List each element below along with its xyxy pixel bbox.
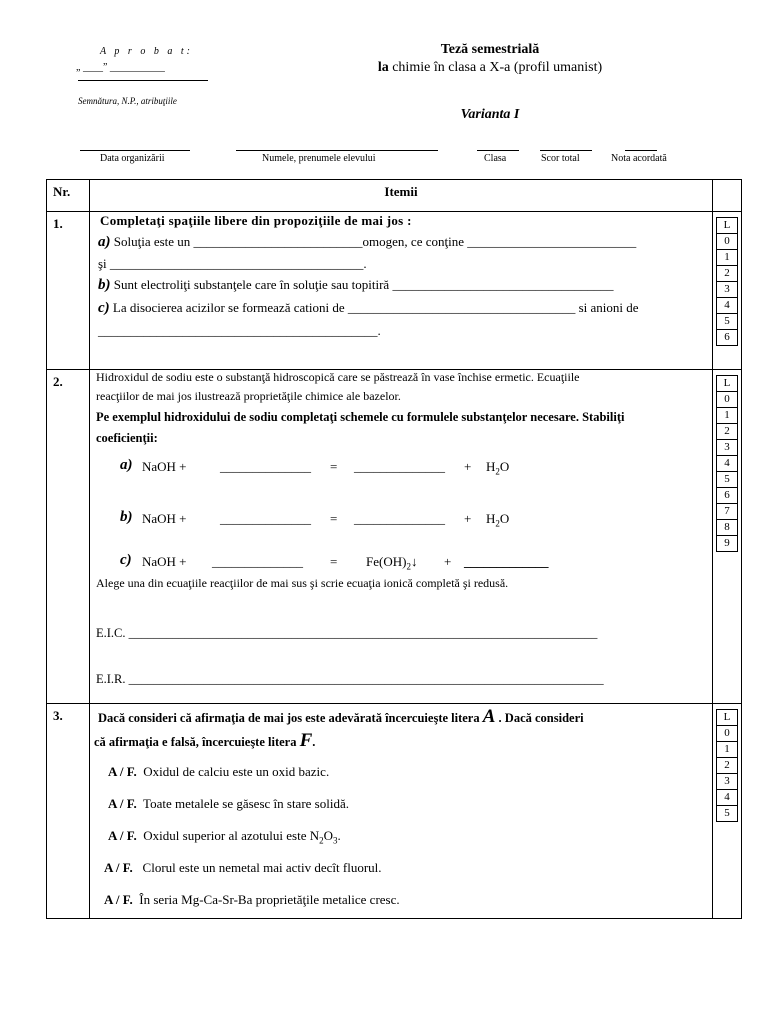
q2-b-label: b) [120, 509, 133, 525]
q2-a-blank-1[interactable]: ______________ [220, 459, 311, 474]
q1-score-option[interactable]: 1 [717, 250, 737, 266]
q3-score-label: L [717, 710, 737, 726]
q2-b-water: $H_2O$ [486, 511, 510, 529]
q2-c-equals: = [330, 554, 338, 569]
question-1-row [47, 212, 742, 370]
q3-statement-4 [104, 860, 382, 876]
q3-score-box [716, 709, 738, 822]
q3-statement-1 [108, 764, 329, 780]
q3-statement-5 [104, 892, 400, 908]
q3-score-option[interactable]: 5 [724, 807, 730, 819]
q1-c-text[interactable]: La disocierea acizilor se formează cationi de ___________________________________ si anioni de [112, 300, 639, 315]
q2-score-option[interactable]: 8 [717, 520, 737, 536]
subtitle-rest: chimie în clasa a X-a (profil umanist) [392, 60, 603, 75]
q1-a-label: a) [98, 234, 111, 250]
q2-intro-2: reacţiilor de mai jos ilustrează proprietăţile chimice ale bazelor. [96, 389, 401, 403]
q2-eic-line[interactable]: E.I.C. ___________________________________________________________________________ [96, 626, 598, 640]
q2-score-option[interactable]: 0 [717, 392, 737, 408]
q1-score-option[interactable]: 6 [724, 331, 730, 343]
col-nr-header: Nr. [47, 180, 90, 212]
q1-instruction: Completaţi spaţiile libere din propoziţiile de mai jos : [100, 213, 412, 228]
q2-c-naoh: NaOH + [142, 554, 187, 569]
q1-content [90, 212, 713, 370]
approved-label: A p r o b a t: [100, 46, 193, 57]
q2-c-blank-2[interactable]: _____________ [464, 554, 549, 569]
q2-score-option[interactable]: 3 [717, 440, 737, 456]
q2-a-equals: = [330, 459, 338, 474]
q1-number: 1. [47, 212, 90, 370]
q2-score-label: L [717, 376, 737, 392]
q2-a-label: a) [120, 457, 133, 473]
class-label: Clasa [484, 153, 507, 164]
q3-content [90, 704, 713, 919]
q1-score-option[interactable]: 5 [717, 314, 737, 330]
statement-text: În seria Mg-Ca-Sr-Ba proprietăţile metalice cresc. [139, 892, 400, 907]
q2-c-plus: + [444, 554, 452, 569]
q2-number: 2. [47, 370, 90, 704]
q3-statement-2 [108, 796, 349, 812]
q2-a-blank-2[interactable]: ______________ [354, 459, 445, 474]
q1-score-option[interactable]: 3 [717, 282, 737, 298]
page-title: Teză semestrială [440, 42, 540, 57]
q1-score-box [716, 217, 738, 346]
q1-b-text[interactable]: Sunt electroliţi substanţele care în soluţie sau topitiră __________________________________ [113, 277, 614, 292]
date-label: Data organizării [100, 153, 165, 164]
q2-c-label: c) [120, 552, 132, 568]
statement-text: Toate metalele se găsesc în stare solidă. [143, 796, 349, 811]
q3-instruction-1: Dacă consideri că afirmaţia de mai jos este adevărată încercuieşte litera A . Dacă consideri [98, 706, 584, 727]
q1-score-option[interactable]: 0 [717, 234, 737, 250]
true-false-option[interactable]: A / F. [104, 892, 133, 907]
q1-score-option[interactable]: 4 [717, 298, 737, 314]
true-false-option[interactable]: A / F. [108, 796, 137, 811]
q2-a-naoh: NaOH + [142, 459, 187, 474]
q3-score-option[interactable]: 2 [717, 758, 737, 774]
page-subtitle [300, 60, 680, 76]
true-false-option[interactable]: A / F. [104, 860, 133, 875]
q1-b-label: b) [98, 277, 111, 293]
q2-instruction-1: Pe exemplul hidroxidului de sodiu completaţi schemele cu formulele substanţelor necesare. Stabiliţi [96, 410, 625, 424]
q2-score-option[interactable]: 9 [724, 537, 730, 549]
q2-a-water: $H_2O$ [486, 459, 510, 477]
q2-b-blank-1[interactable]: ______________ [220, 511, 311, 526]
q2-score-box [716, 375, 738, 552]
q2-instruction-2: coeficienţii: [96, 431, 158, 445]
q2-intro-1: Hidroxidul de sodiu este o substanţă hidroscopică care se păstrează în vase închise ermetic. Ecuaţiile [96, 370, 580, 384]
q1-c-text-cont[interactable]: ___________________________________________. [98, 323, 381, 338]
q3-score-option[interactable]: 4 [717, 790, 737, 806]
q2-score-option[interactable]: 6 [717, 488, 737, 504]
q2-b-blank-2[interactable]: ______________ [354, 511, 445, 526]
approval-date-line: „ ____” ___________ [76, 62, 165, 73]
q1-a-text-cont[interactable]: şi _______________________________________. [98, 256, 367, 271]
q3-statement-3 [108, 828, 341, 846]
q1-a-text[interactable]: Soluţia este un __________________________omogen, ce conţine __________________________ [113, 234, 637, 249]
q2-c-blank-1[interactable]: ______________ [212, 554, 303, 569]
q1-score-cell [713, 212, 742, 370]
q2-c-feoh: $Fe(OH)_2↓$ [366, 554, 418, 572]
true-false-option[interactable]: A / F. [108, 764, 137, 779]
q3-instruction-2: că afirmaţia e falsă, încercuieşte litera F. [94, 730, 316, 751]
statement-text: Clorul este un nemetal mai activ decît fluorul. [142, 860, 382, 875]
signature-label: Semnătura, N.P., atribuţiile [78, 96, 177, 106]
score-total-line[interactable] [540, 150, 592, 151]
grade-label: Nota acordată [611, 153, 667, 164]
grade-line[interactable] [625, 150, 657, 151]
class-line[interactable] [477, 150, 519, 151]
q2-score-option[interactable]: 7 [717, 504, 737, 520]
date-line[interactable] [80, 150, 190, 151]
q2-score-option[interactable]: 1 [717, 408, 737, 424]
q2-score-option[interactable]: 5 [717, 472, 737, 488]
question-2-row [47, 370, 742, 704]
name-label: Numele, prenumele elevului [262, 153, 376, 164]
question-3-row [47, 704, 742, 919]
q3-number: 3. [47, 704, 90, 919]
q2-b-equals: = [330, 511, 338, 526]
subtitle-bold: la [377, 60, 389, 75]
q2-a-plus: + [464, 459, 472, 474]
q2-score-cell [713, 370, 742, 704]
statement-text: Oxidul superior al azotului este $N_2O_3$. [143, 828, 341, 846]
statement-text: Oxidul de calciu este un oxid bazic. [143, 764, 330, 779]
name-line[interactable] [236, 150, 438, 151]
q3-score-option[interactable]: 3 [717, 774, 737, 790]
q2-b-plus: + [464, 511, 472, 526]
score-total-label: Scor total [541, 153, 580, 164]
q3-score-cell [713, 704, 742, 919]
true-false-option[interactable]: A / F. [108, 828, 137, 843]
q2-eir-line[interactable]: E.I.R. ____________________________________________________________________________ [96, 672, 604, 686]
q2-score-option[interactable]: 4 [717, 456, 737, 472]
q3-score-option[interactable]: 0 [717, 726, 737, 742]
q1-c-label: c) [98, 300, 110, 316]
q2-choose: Alege una din ecuaţiile reacţiilor de mai sus şi scrie ecuaţia ionică completă şi redusă. [96, 576, 509, 590]
q1-score-option[interactable]: 2 [717, 266, 737, 282]
q1-score-label: L [717, 218, 737, 234]
q2-score-option[interactable]: 2 [717, 424, 737, 440]
signature-line [78, 80, 208, 81]
col-score-header [713, 180, 742, 212]
q2-content [90, 370, 713, 704]
variant-title: Varianta I [460, 107, 520, 122]
items-table [46, 179, 742, 919]
q3-score-option[interactable]: 1 [717, 742, 737, 758]
col-items-header: Itemii [90, 180, 713, 212]
q2-b-naoh: NaOH + [142, 511, 187, 526]
